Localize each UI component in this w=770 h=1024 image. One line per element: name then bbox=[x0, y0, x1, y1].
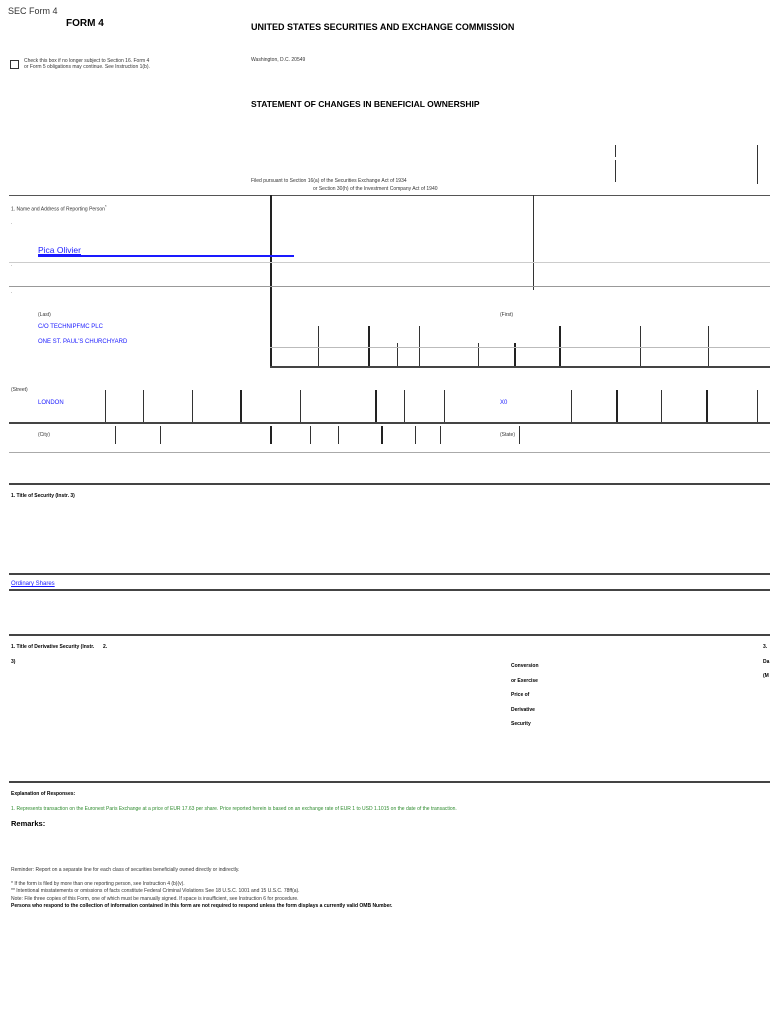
last-name-caption: (Last) bbox=[38, 312, 51, 318]
omb-box-divider bbox=[615, 145, 616, 157]
agency-title: UNITED STATES SECURITIES AND EXCHANGE COMMISSION bbox=[251, 22, 515, 32]
derivative-col3-clipped-2: (M bbox=[763, 673, 769, 679]
conversion-header-line: Conversion bbox=[511, 663, 539, 669]
conversion-header-line: Security bbox=[511, 721, 531, 727]
grid-line bbox=[661, 390, 662, 422]
grid-line bbox=[368, 326, 370, 366]
grid-line bbox=[444, 390, 445, 422]
table1-top-border bbox=[9, 483, 770, 485]
grid-line bbox=[440, 426, 441, 444]
conversion-header-line: or Exercise bbox=[511, 677, 538, 684]
section-divider bbox=[270, 366, 770, 368]
grid-line bbox=[757, 390, 758, 422]
grid-line bbox=[375, 390, 377, 422]
conversion-header-line: Derivative bbox=[511, 706, 535, 713]
grid-line bbox=[616, 390, 618, 422]
bullet-mark: . bbox=[11, 220, 13, 226]
faint-rule bbox=[270, 347, 770, 348]
grid-line bbox=[143, 390, 144, 422]
reporting-person-name-link[interactable]: Pica Olivier bbox=[38, 245, 81, 255]
grid-line bbox=[310, 426, 311, 444]
location: Washington, D.C. 20549 bbox=[251, 57, 306, 63]
bullet-mark: . bbox=[11, 262, 13, 268]
grid-line bbox=[338, 426, 339, 444]
checkbox-instruction bbox=[24, 58, 150, 70]
derivative-col3-clipped-1: Da bbox=[763, 659, 770, 665]
state-value: X0 bbox=[500, 400, 508, 406]
grid-line bbox=[318, 326, 319, 366]
footnote-double-star: ** Intentional misstatements or omissions of facts constitute Federal Criminal Violations See 18 U.S.C. 1001 and 15 U.S.C. 78ff(a). bbox=[11, 888, 300, 894]
checkbox-text-line-2: or Form 5 obligations may continue. See Instruction 1(b). bbox=[24, 64, 150, 70]
city-value: LONDON bbox=[38, 400, 64, 406]
city-caption: (City) bbox=[38, 432, 50, 438]
first-name-caption: (First) bbox=[500, 312, 514, 318]
form-title: FORM 4 bbox=[66, 18, 104, 29]
grid-line bbox=[708, 326, 709, 366]
copies-note: Note: File three copies of this Form, one of which must be manually signed. If space is insufficient, see Instruction 6 for procedure. bbox=[11, 896, 299, 902]
statement-title: STATEMENT OF CHANGES IN BENEFICIAL OWNERSHIP bbox=[251, 99, 480, 109]
section-divider bbox=[533, 195, 534, 290]
state-caption: (State) bbox=[500, 432, 516, 438]
section-divider bbox=[9, 195, 770, 196]
table1-header-border bbox=[9, 573, 770, 575]
filed-pursuant-line-1: Filed pursuant to Section 16(a) of the Securities Exchange Act of 1934 bbox=[251, 178, 407, 184]
security-title-link[interactable]: Ordinary Shares bbox=[11, 581, 55, 587]
derivative-title-header: 1. Title of Derivative Security (Instr. bbox=[11, 644, 95, 650]
table2-top-border bbox=[9, 634, 770, 636]
footnote-single-star: * If the form is filed by more than one reporting person, see Instruction 4 (b)(v). bbox=[11, 881, 185, 887]
address-line-1: C/O TECHNIPFMC PLC bbox=[38, 324, 103, 330]
derivative-col3-number: 3. bbox=[763, 644, 768, 650]
grid-line bbox=[559, 326, 561, 366]
grid-line bbox=[270, 426, 272, 444]
remarks-heading: Remarks: bbox=[11, 819, 46, 828]
address-line-2: ONE ST. PAUL'S CHURCHYARD bbox=[38, 339, 128, 345]
grid-line bbox=[160, 426, 161, 444]
faint-rule bbox=[9, 452, 770, 453]
grid-line bbox=[571, 390, 572, 422]
grid-line bbox=[415, 426, 416, 444]
reporting-person-asterisk: * bbox=[104, 204, 107, 209]
faint-rule bbox=[9, 286, 770, 287]
grid-line bbox=[240, 390, 242, 422]
explanation-heading: Explanation of Responses: bbox=[11, 791, 76, 797]
footnote-1: 1. Represents transaction on the Euronext Paris Exchange at a price of EUR 17.63 per share. Price reported herein is based on an exchange rate of EUR 1 to USD 1.1015 on the date of the transaction. bbox=[11, 806, 457, 812]
conversion-header-line: Price of bbox=[511, 692, 530, 698]
table1-row-border bbox=[9, 589, 770, 591]
checkbox-text-line-1: Check this box if no longer subject to Section 16. Form 4 bbox=[24, 58, 150, 64]
name-underline bbox=[38, 255, 294, 257]
derivative-col2-number: 2. bbox=[103, 644, 108, 650]
grid-line bbox=[105, 390, 106, 422]
omb-box-divider bbox=[615, 160, 616, 182]
page-label: SEC Form 4 bbox=[8, 6, 58, 16]
conversion-price-header bbox=[511, 659, 539, 732]
reporting-person-label-text: 1. Name and Address of Reporting Person bbox=[11, 206, 105, 213]
reporting-person-label bbox=[11, 204, 107, 213]
grid-line bbox=[706, 390, 708, 422]
faint-rule bbox=[9, 262, 770, 263]
grid-line bbox=[115, 426, 116, 444]
grid-line bbox=[419, 326, 420, 366]
omb-box-divider bbox=[757, 145, 758, 184]
no-longer-subject-checkbox[interactable] bbox=[10, 60, 19, 69]
section-divider bbox=[9, 422, 770, 424]
street-caption: (Street) bbox=[11, 387, 28, 393]
bullet-mark: . bbox=[11, 289, 13, 295]
grid-line bbox=[381, 426, 383, 444]
grid-line bbox=[640, 326, 641, 366]
grid-line bbox=[519, 426, 520, 444]
section-divider bbox=[270, 195, 272, 367]
grid-line bbox=[404, 390, 405, 422]
grid-line bbox=[300, 390, 301, 422]
omb-notice: Persons who respond to the collection of information contained in this form are not required to respond unless the form displays a currently valid OMB Number. bbox=[11, 903, 393, 909]
grid-line bbox=[192, 390, 193, 422]
table1-title-header: 1. Title of Security (Instr. 3) bbox=[11, 493, 75, 499]
derivative-title-header-cont: 3) bbox=[11, 659, 16, 665]
filed-pursuant-line-2: or Section 30(h) of the Investment Company Act of 1940 bbox=[313, 186, 438, 192]
table2-bottom-border bbox=[9, 781, 770, 783]
reminder-text: Reminder: Report on a separate line for each class of securities beneficially owned directly or indirectly. bbox=[11, 867, 240, 873]
